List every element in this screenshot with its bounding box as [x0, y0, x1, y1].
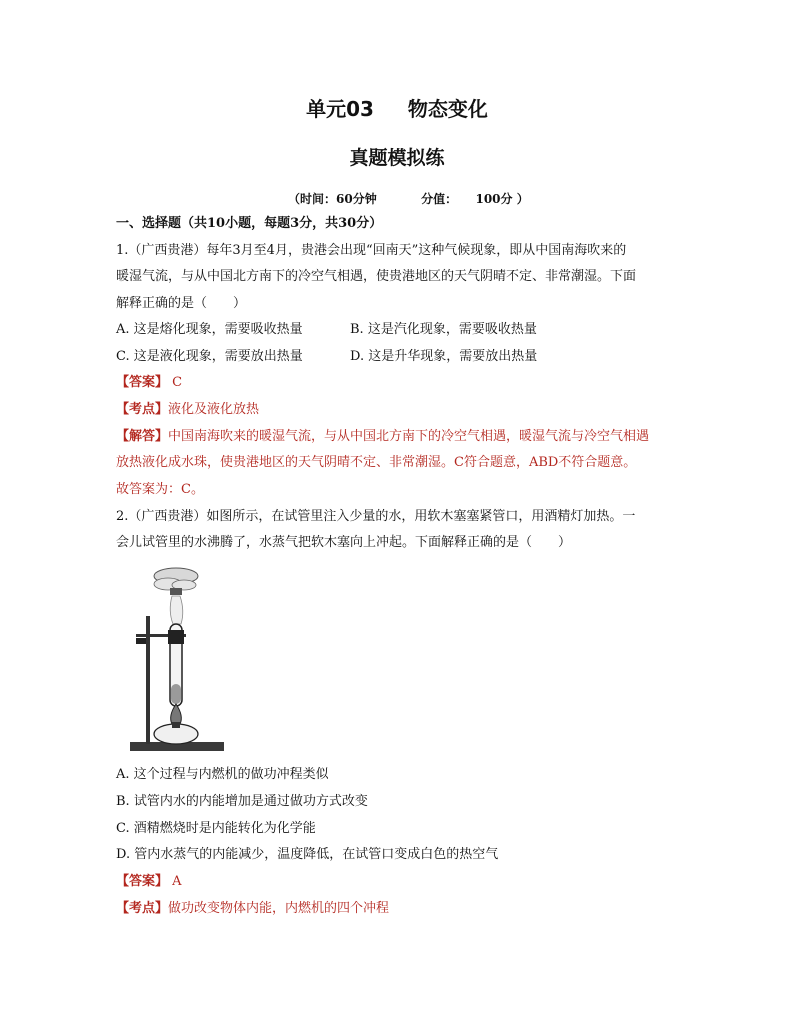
q2-option-c: C. 酒精燃烧时是内能转化为化学能	[116, 821, 316, 836]
time-label: （时间：60分钟	[288, 192, 377, 206]
q1-stem-line-2: 暖湿气流，与从中国北方南下的冷空气相遇，使贵港地区的天气阴晴不定、非常潮湿。下面	[116, 269, 637, 284]
answer-tag: 【答案】	[116, 874, 169, 889]
flame	[171, 704, 182, 724]
unit-topic: 物态变化	[407, 97, 488, 121]
point-tag: 【考点】	[116, 901, 169, 916]
q1-solution-line-3: 故答案为：C。	[116, 482, 204, 497]
q1-option-c: C. 这是液化现象，需要放出热量	[116, 349, 303, 364]
answer-tag: 【答案】	[116, 375, 169, 390]
q1-option-a: A. 这是熔化现象，需要吸收热量	[116, 322, 303, 337]
answer-value: C	[172, 375, 183, 390]
q1-option-b: B. 这是汽化现象，需要吸收热量	[350, 322, 537, 337]
q2-answer	[116, 873, 182, 891]
q2-option-b: B. 试管内水的内能增加是通过做功方式改变	[116, 794, 368, 809]
q2-stem-line-1: 2.（广西贵港）如图所示，在试管里注入少量的水，用软木塞塞紧管口，用酒精灯加热。一	[116, 509, 636, 524]
answer-value: A	[172, 874, 182, 889]
exam-meta	[288, 190, 529, 207]
tube-clamp	[168, 630, 184, 644]
clamp-knob	[136, 638, 146, 644]
q2-option-a: A. 这个过程与内燃机的做功冲程类似	[116, 767, 329, 782]
solution-tag: 【解答】	[116, 429, 169, 444]
point-value: 液化及液化放热	[168, 402, 260, 417]
q1-point	[116, 401, 259, 419]
cork	[170, 588, 182, 595]
test-tube-apparatus-figure	[128, 566, 228, 756]
q1-answer	[116, 374, 182, 392]
score-value: 100分 ）	[475, 192, 529, 206]
q2-stem-line-2: 会儿试管里的水沸腾了，水蒸气把软木塞向上冲起。下面解释正确的是（ ）	[116, 535, 572, 550]
q1-solution-line-2: 放热液化成水珠，使贵港地区的天气阴晴不定、非常潮湿。C符合题意，ABD不符合题意。	[116, 455, 637, 470]
q2-option-d: D. 管内水蒸气的内能减少，温度降低，在试管口变成白色的热空气	[116, 847, 499, 862]
section-heading: 一、选择题（共10小题，每题3分，共30分）	[116, 216, 383, 231]
q1-solution-line-1: 【解答】中国南海吹来的暖湿气流，与从中国北方南下的冷空气相遇，暖湿气流与冷空气相遇	[116, 429, 650, 444]
q2-point	[116, 900, 389, 918]
point-tag: 【考点】	[116, 402, 169, 417]
q1-stem-line-1: 1.（广西贵港）每年3月至4月，贵港会出现“回南天”这种气候现象，即从中国南海吹来的	[116, 243, 627, 258]
q1-options-row-1	[116, 321, 537, 339]
unit-title	[0, 93, 794, 122]
q1-stem-line-3: 解释正确的是（ ）	[116, 296, 247, 311]
point-value: 做功改变物体内能，内燃机的四个冲程	[168, 901, 390, 916]
unit-number: 单元03	[306, 97, 374, 121]
q1-options-row-2	[116, 348, 537, 366]
score-label: 分值：	[421, 192, 458, 206]
q1-option-d: D. 这是升华现象，需要放出热量	[350, 349, 538, 364]
page-subtitle: 真题模拟练	[349, 147, 445, 169]
